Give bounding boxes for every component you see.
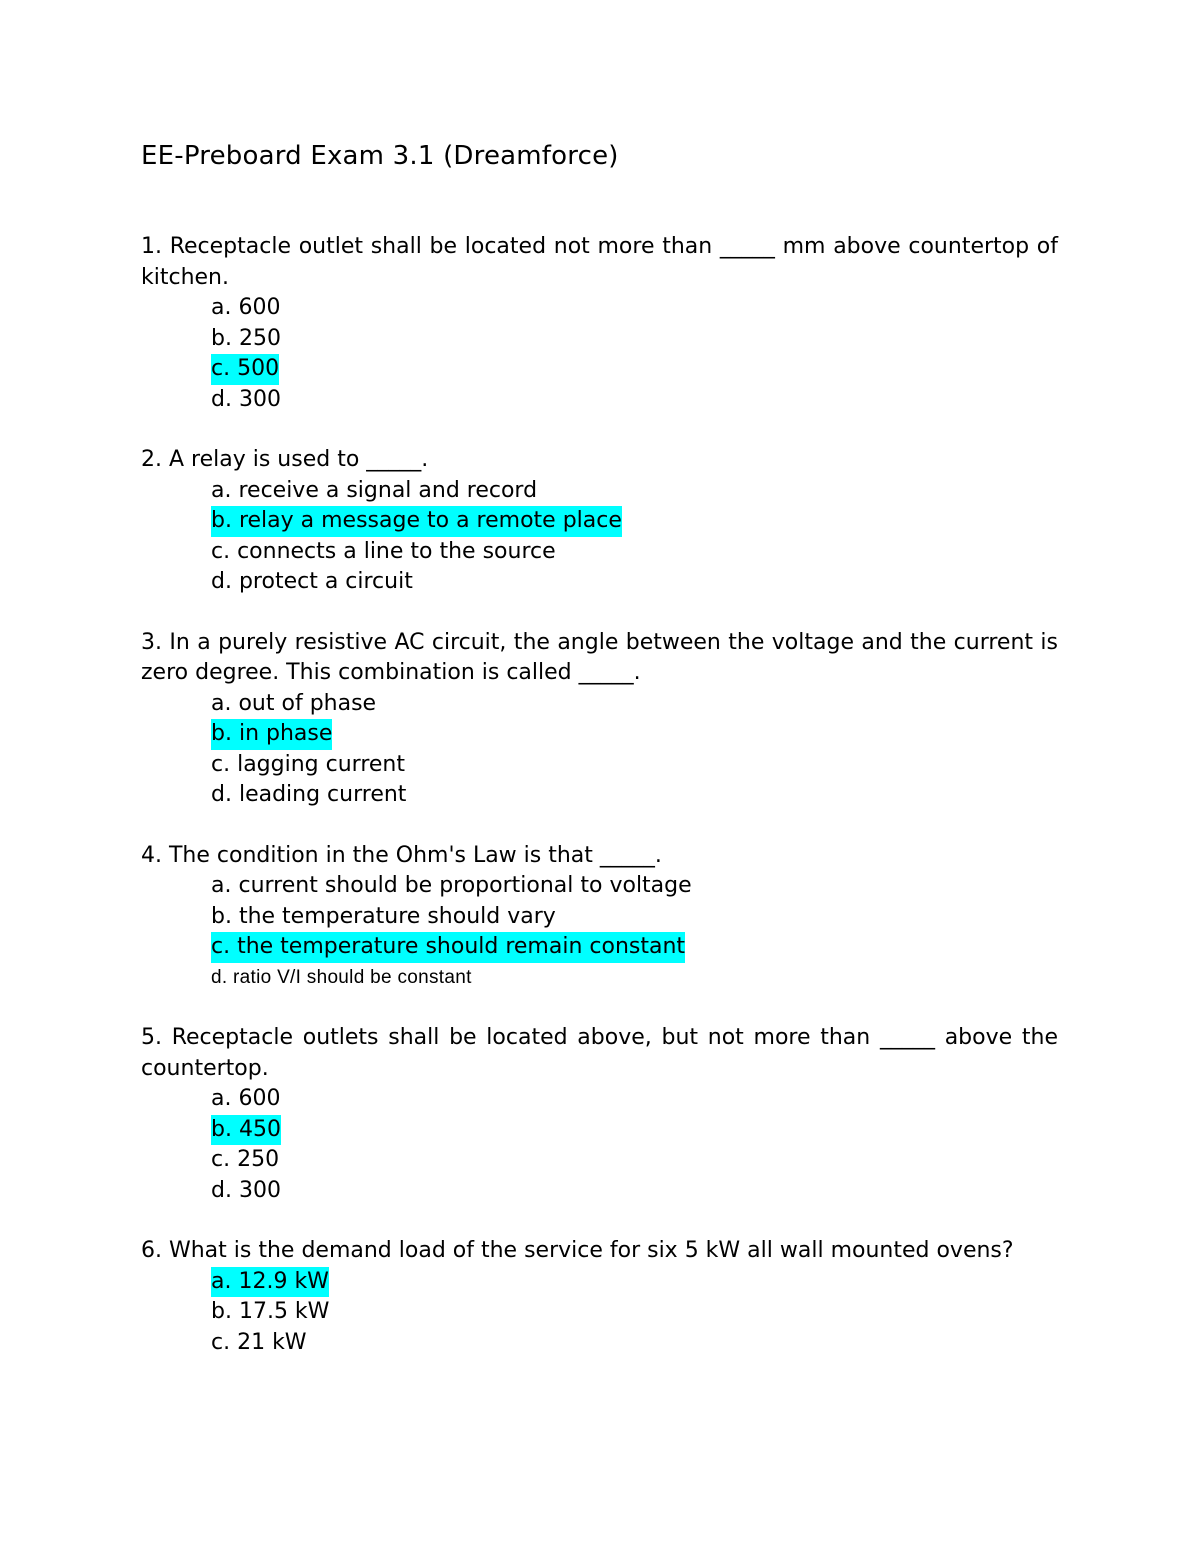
answer-option-text: b. in phase: [211, 719, 332, 750]
answer-option: [211, 871, 1058, 902]
answer-option: [211, 385, 1058, 416]
answer-option: [211, 1084, 1058, 1115]
answer-option: [211, 963, 1058, 994]
page-title: EE-Preboard Exam 3.1 (Dreamforce): [141, 141, 619, 171]
answer-option-text: c. lagging current: [211, 751, 405, 777]
question-text: 2. A relay is used to _____.: [141, 447, 429, 472]
answer-option-text: d. leading current: [211, 782, 407, 807]
answer-option: [211, 1145, 1058, 1176]
answer-options: [141, 1084, 1058, 1206]
answer-option-text: c. 250: [211, 1147, 280, 1172]
question-list: [141, 232, 1058, 1358]
answer-options: [141, 476, 1058, 598]
answer-option-highlighted: [211, 354, 1058, 385]
answer-option: [211, 567, 1058, 598]
document-page: [141, 136, 1058, 1388]
answer-option-text: a. 600: [211, 295, 281, 320]
answer-option: [211, 750, 1058, 781]
answer-options: [141, 871, 1058, 993]
question-3: [141, 628, 1058, 811]
answer-option-text: d. 300: [211, 1177, 281, 1203]
answer-option: [211, 902, 1058, 933]
answer-option: [211, 689, 1058, 720]
answer-option: [211, 324, 1058, 355]
question-text: 3. In a purely resistive AC circuit, the angle between the voltage and the current is zero degree. This combination is called _____.: [141, 629, 1058, 685]
answer-option-text: c. the temperature should remain constant: [211, 932, 685, 963]
answer-option: [211, 780, 1058, 811]
answer-option: [211, 1297, 1058, 1328]
answer-option-highlighted: [211, 719, 1058, 750]
answer-option-highlighted: [211, 932, 1058, 963]
question-2: [141, 445, 1058, 598]
question-text: 1. Receptacle outlet shall be located not more than _____ mm above countertop of kitchen.: [141, 234, 1058, 290]
answer-option-highlighted: [211, 1267, 1058, 1298]
answer-option-text: d. protect a circuit: [211, 569, 413, 594]
answer-option-text: c. 21 kW: [211, 1329, 307, 1355]
answer-option-highlighted: [211, 1115, 1058, 1146]
answer-options: [141, 1267, 1058, 1359]
question-4: [141, 841, 1058, 994]
answer-option-text: a. 600: [211, 1086, 281, 1111]
question-5: [141, 1023, 1058, 1206]
answer-option: [211, 1328, 1058, 1359]
question-text: 4. The condition in the Ohm's Law is that _____.: [141, 842, 662, 868]
answer-option-text: a. out of phase: [211, 690, 377, 716]
answer-option-text: b. the temperature should vary: [211, 903, 556, 929]
answer-option: [211, 293, 1058, 324]
answer-option-text: b. 450: [211, 1115, 281, 1146]
answer-option-text: b. 17.5 kW: [211, 1299, 330, 1324]
answer-option-highlighted: [211, 506, 1058, 537]
answer-option-text: c. 500: [211, 354, 279, 385]
answer-option: [211, 476, 1058, 507]
answer-option-text: a. receive a signal and record: [211, 477, 538, 503]
answer-options: [141, 689, 1058, 811]
question-text: 6. What is the demand load of the service for six 5 kW all wall mounted ovens?: [141, 1238, 1014, 1263]
answer-option-text: a. current should be proportional to voltage: [211, 873, 692, 898]
answer-option-text: c. connects a line to the source: [211, 538, 556, 564]
question-text: 5. Receptacle outlets shall be located above, but not more than _____ above the countertop.: [141, 1025, 1058, 1081]
question-6: [141, 1236, 1058, 1358]
answer-option-text: a. 12.9 kW: [211, 1267, 329, 1298]
answer-option-text: d. 300: [211, 386, 281, 412]
answer-option: [211, 1176, 1058, 1207]
answer-option-text: b. 250: [211, 325, 281, 351]
answer-option-text: b. relay a message to a remote place: [211, 506, 622, 537]
answer-option: [211, 537, 1058, 568]
question-1: [141, 232, 1058, 415]
answer-options: [141, 293, 1058, 415]
answer-option-text: d. ratio V/I should be constant: [211, 966, 472, 988]
